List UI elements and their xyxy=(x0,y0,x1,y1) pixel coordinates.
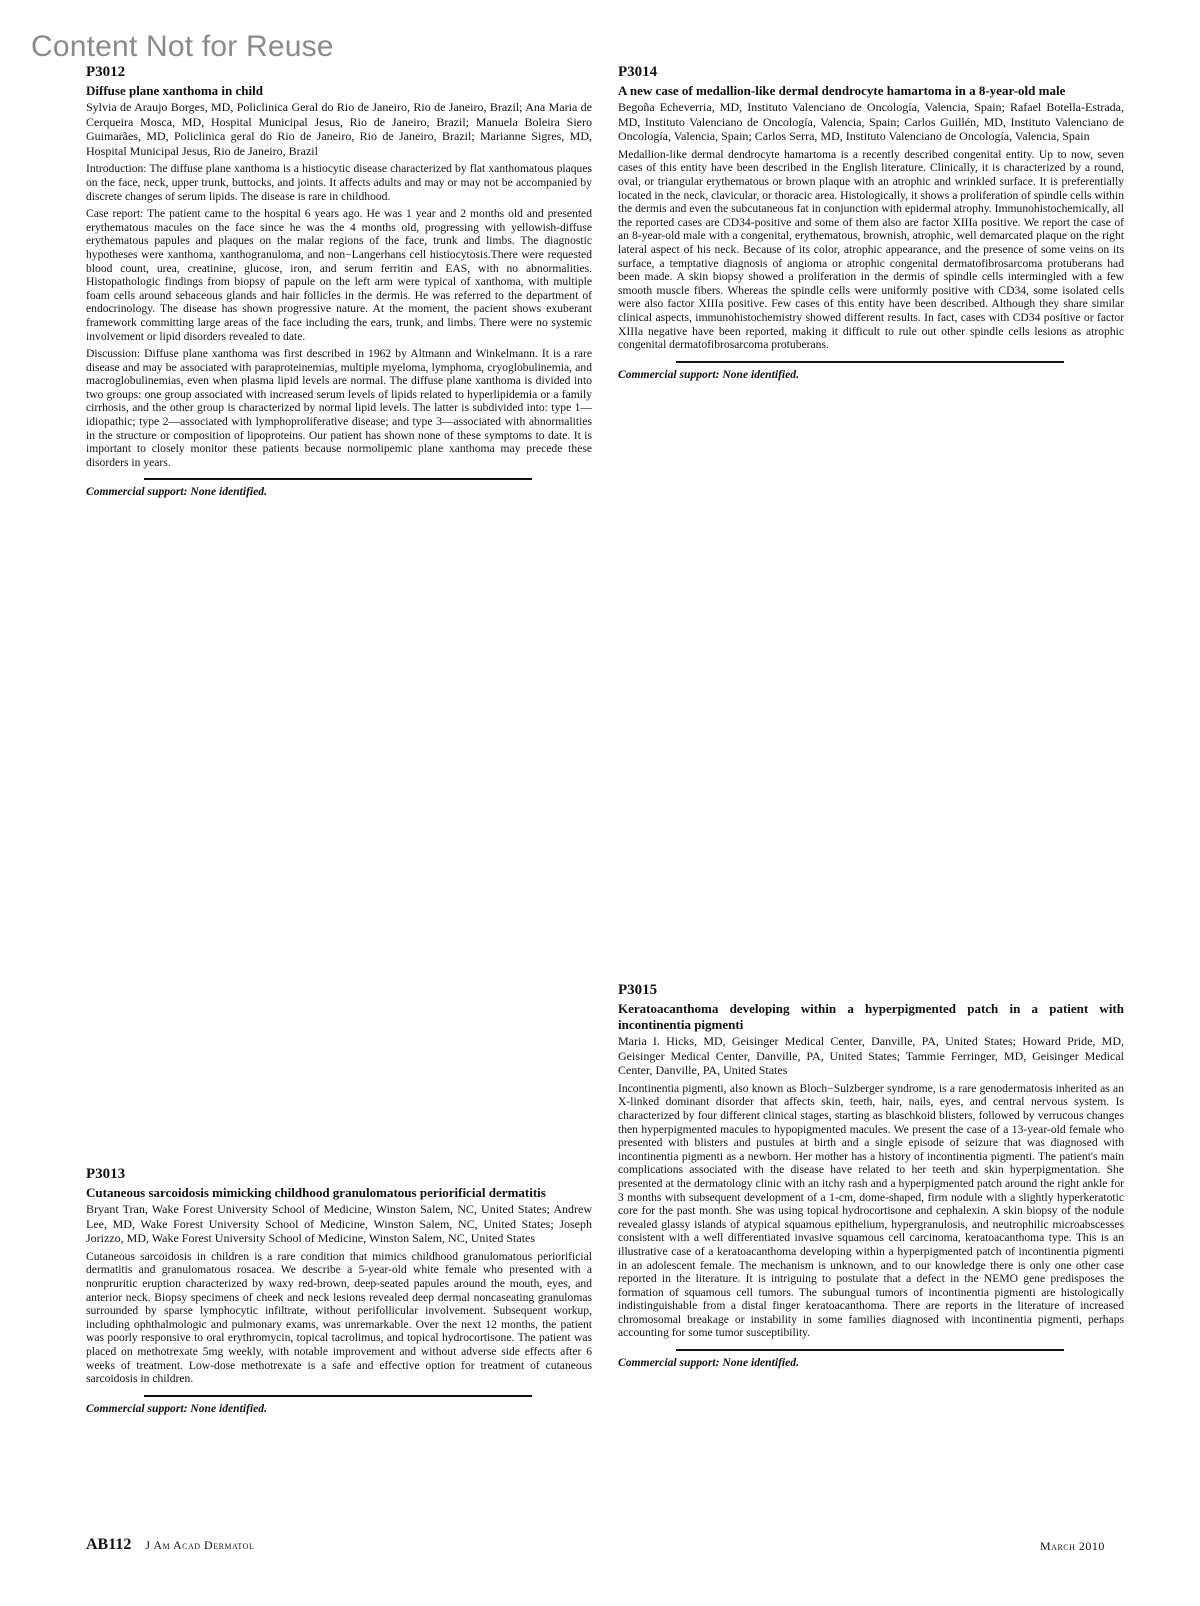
abstract-id: P3012 xyxy=(86,64,126,80)
abstract-authors: Begoña Echeverria, MD, Instituto Valenciano de Oncología, Valencia, Spain; Rafael Botella-Estrada, MD, Instituto Valenciano de Oncología, Valencia, Spain; Carlos Guillén, MD, Instituto Valenciano de Oncología, Valencia, Spain; Carlos Serra, MD, Instituto Valenciano de Oncología, Valencia, Spain xyxy=(618,100,1124,144)
commercial-support: Commercial support: None identified. xyxy=(86,1401,267,1415)
abstract-paragraph: Cutaneous sarcoidosis in children is a rare condition that mimics childhood granulomatous periorificial dermatitis and granulomatous rosacea. We describe a 5-year-old white female who presented with a nonpruritic eruption characterized by waxy red-brown, deep-seated papules around the mouth, eyes, and anterior neck. Biopsy specimens of cheek and neck lesions revealed deep dermal noncaseating granulomas surrounded by sparse lymphocytic infiltrate, without perifollicular involvement. Subsequent workup, including ophthalmologic and pulmonary exams, was unremarkable. Over the next 12 months, the patient was poorly responsive to oral erythromycin, topical tacrolimus, and topical hydrocortisone. The patient was placed on methotrexate 5mg weekly, with notable improvement and without adverse side effects after 6 weeks of treatment. Low-dose methotrexate is a safe and effective option for treatment of cutaneous sarcoidosis in children. xyxy=(86,1249,592,1386)
abstract-paragraph: Medallion-like dermal dendrocyte hamartoma is a recently described congenital entity. Up to now, seven cases of this entity have been described in the English literature. Clinically, it is characterized by a round, oval, or triangular erythematous or brown plaque with an atrophic and wrinkled surface. It is preferentially located in the neck, clavicular, or thoracic area. Histologically, it shows a proliferation of spindle cells within the dermis and even the subcutaneous fat in conjunction with epidermal atrophy. Immunohistochemically, all the reported cases are CD34-positive and some of them also are factor XIIIa positive. We report the case of an 8-year-old male with a congenital, erythematous, brownish, atrophic, well demarcated plaque on the right lateral aspect of his neck. Because of its color, atrophic appearance, and the presence of some veins on its surface, a temptative diagnosis of angioma or atrophic congenital dermatofibrosarcoma protuberans had been made. A skin biopsy showed a proliferation in the dermis of spindle cells intermingled with a few smooth muscle fibers. Whereas the spindle cells were uniformly positive with CD34, some isolated cells were also factor XIIIa positive. Few cases of this entity have been described. Although they share similar clinical aspects, immunohistochemistry showed different results. In fact, cases with CD34 positive or factor XIIIa negative have been reported, making it difficult to rule out other spindle cells lesions as atrophic congenital dermatofibrosarcoma protuberans. xyxy=(618,147,1124,352)
divider xyxy=(676,361,1064,363)
abstract-paragraph: Case report: The patient came to the hospital 6 years ago. He was 1 year and 2 months old and presented erythematous macules on the face since he was the 4 months old, progressing with yellowish-diffuse erythematous papules and plaques on the malar regions of the face, trunk and limbs. The diagnostic hypotheses were xanthoma, xanthogranuloma, and non−Langerhans cell histiocytosis.There were requested blood count, urea, creatinine, glucose, iron, and serum ferritin and EAS, with no abnormalities. Histopathologic findings from biopsy of papule on the left arm were typical of xanthoma, with multiple foam cells around sebaceous glands and hair follicles in the dermis. He was referred to the department of endocrinology. The disease has shown progressive nature. At the moment, the pacient shows exuberant framework committing large areas of the face including the ears, trunk, and limbs. There were no systemic involvement or lipid disorders revealed to date. xyxy=(86,207,592,343)
abstract-p3012 xyxy=(86,64,592,499)
abstract-title: A new case of medallion-like dermal dendrocyte hamartoma in a 8-year-old male xyxy=(618,83,1066,98)
abstract-p3014 xyxy=(618,64,1124,382)
page-number: AB112 xyxy=(86,1536,132,1553)
abstract-id: P3014 xyxy=(618,64,658,80)
watermark: Content Not for Reuse xyxy=(31,30,334,63)
abstract-p3013 xyxy=(86,1166,592,1416)
commercial-support: Commercial support: None identified. xyxy=(86,485,267,499)
divider xyxy=(144,1395,532,1397)
page-footer-left xyxy=(86,1536,254,1554)
abstract-authors: Sylvia de Araujo Borges, MD, Policlinica Geral do Rio de Janeiro, Rio de Janeiro, Brazil; Ana Maria de Cerqueira Mosca, MD, Hospital Municipal Jesus, Rio de Janeiro, Brazil; Manuela Boleira Siero Guimarães, MD, Policlinica geral do Rio de Janeiro, Rio de Janeiro, Brazil; Marianne Sigres, MD, Hospital Municipal Jesus, Rio de Janeiro, Brazil xyxy=(86,100,592,158)
commercial-support: Commercial support: None identified. xyxy=(618,1356,799,1370)
abstract-title: Keratoacanthoma developing within a hyperpigmented patch in a patient with incontinentia pigmenti xyxy=(618,1001,1124,1032)
abstract-paragraph: Incontinentia pigmenti, also known as Bloch−Sulzberger syndrome, is a rare genodermatosis inherited as an X-linked dominant disorder that affects skin, teeth, hair, nails, eyes, and central nervous system. Is characterized by four different clinical stages, starting as blaschkoid blisters, followed by verrucous changes then hyperpigmented macules to hypopigmented macules. We present the case of a 13-year-old female who presented with blisters and pustules at birth and a single episode of seizure that was diagnosed with incontinentia pigmenti as a newborn. Her mother has a history of incontinentia pigmenti. The patient's main complications associated with the disease have related to her teeth and skin hyperpigmentation. She presented at the dermatology clinic with an itchy rash and a hyperpigmented patch around the right ankle for 3 months with subsequent development of a 1-cm, dome-shaped, firm nodule with a slightly hyperkeratotic core for the past month. She was using topical hydrocortisone and cephalexin. A skin biopsy of the nodule revealed glassy islands of atypical squamous epithelium, hypergranulosis, and neutrophilic microabscesses consistent with a well differentiated invasive squamous cell carcinoma, keratoacanthoma type. This is an illustrative case of a keratoacanthoma developing within a hyperpigmented patch of incontinentia pigmenti in an adolescent female. The mechanism is unknown, and to our knowledge there is only one other case reported in the literature. It is intriguing to postulate that a defect in the NEMO gene predisposes the formation of squamous cell tumors. The subungual tumors of incontinentia pigmenti are histologically indistinguishable from a distal finger keratoacanthoma. There are reports in the literature of increased chromosomal breakage or instability in some families diagnosed with incontinentia pigmenti, perhaps accounting for some tumor susceptibility. xyxy=(618,1081,1124,1340)
abstract-title: Cutaneous sarcoidosis mimicking childhood granulomatous periorificial dermatitis xyxy=(86,1185,546,1200)
divider xyxy=(144,478,532,480)
abstract-id: P3015 xyxy=(618,982,658,998)
abstract-p3015 xyxy=(618,982,1124,1370)
abstract-paragraph: Introduction: The diffuse plane xanthoma is a histiocytic disease characterized by flat xanthomatous plaques on the face, neck, upper trunk, buttocks, and joints. It affects adults and may or may not be accompanied by discrete changes of serum lipids. The disease is rare in childhood. xyxy=(86,162,592,203)
divider xyxy=(676,1349,1064,1351)
journal-name: J Am Acad Dermatol xyxy=(145,1538,255,1552)
abstract-authors: Maria I. Hicks, MD, Geisinger Medical Center, Danville, PA, United States; Howard Pride, MD, Geisinger Medical Center, Danville, PA, United States; Tammie Ferringer, MD, Geisinger Medical Center, Danville, PA, United States xyxy=(618,1034,1124,1078)
abstract-title: Diffuse plane xanthoma in child xyxy=(86,83,263,98)
abstract-id: P3013 xyxy=(86,1166,126,1182)
commercial-support: Commercial support: None identified. xyxy=(618,367,799,381)
abstract-authors: Bryant Tran, Wake Forest University School of Medicine, Winston Salem, NC, United States; Andrew Lee, MD, Wake Forest University School of Medicine, Winston Salem, NC, United States; Joseph Jorizzo, MD, Wake Forest University School of Medicine, Winston Salem, NC, United States xyxy=(86,1202,592,1246)
issue-date: March 2010 xyxy=(1040,1539,1105,1553)
abstract-paragraph: Discussion: Diffuse plane xanthoma was first described in 1962 by Altmann and Winkelmann. It is a rare disease and may be associated with paraproteinemias, multiple myeloma, lymphoma, cryoglobulinemia, and macroglobulinemias, even when plasma lipid levels are normal. The diffuse plane xanthoma is divided into two groups: one group associated with increased serum levels of lipids related to hyperlipidemia or a family cirrhosis, and the other group is characterized by normal lipid levels. The latter is subdivided into: type 1—idiopathic; type 2—associated with lymphoproliferative disease; and type 3—associated with abnormalities in the structure or composition of lipoproteins. Our patient has shown none of these symptoms to date. It is important to closely monitor these patients because normolipemic plane xanthoma may precede these disorders in years. xyxy=(86,347,592,469)
